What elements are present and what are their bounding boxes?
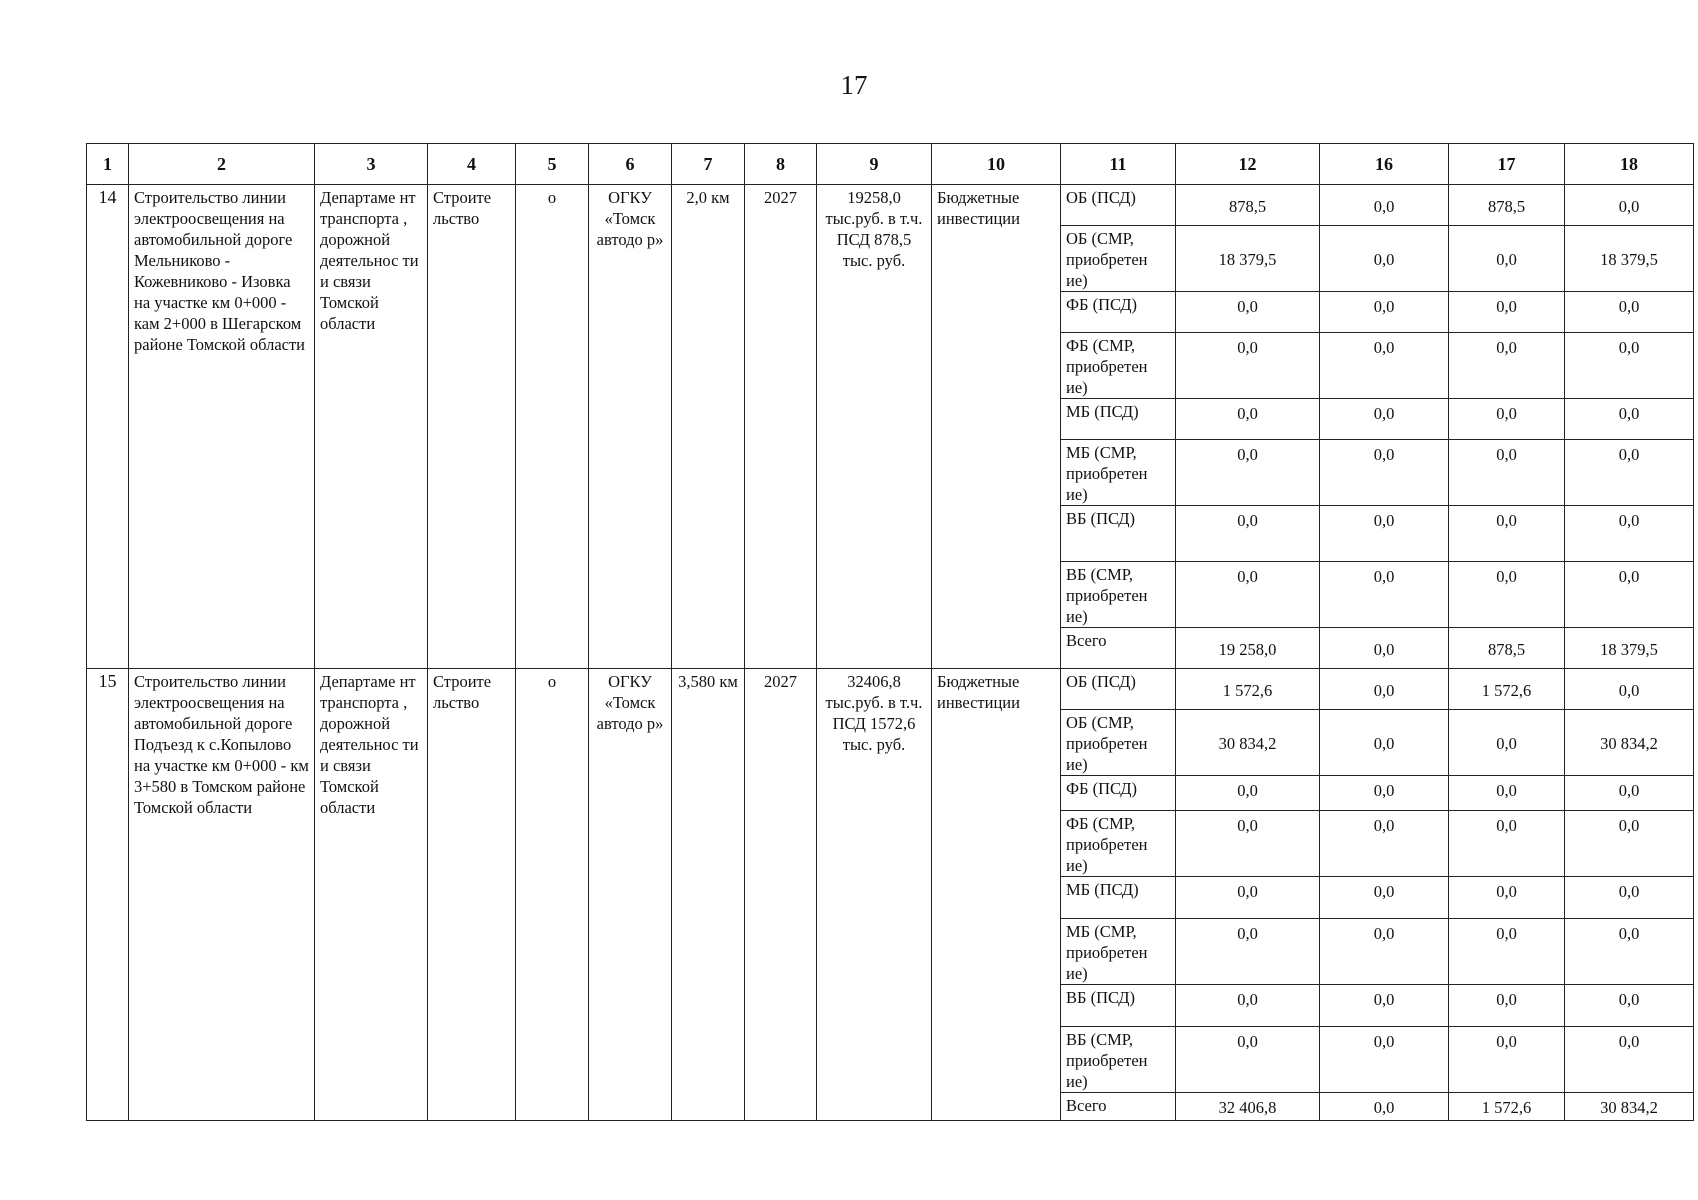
header-row bbox=[87, 144, 1694, 185]
amount-c16: 0,0 bbox=[1320, 333, 1449, 399]
finance-source: ФБ (СМР, приобретен ие) bbox=[1061, 333, 1176, 399]
amount-c18: 0,0 bbox=[1565, 562, 1694, 628]
amount-c16: 0,0 bbox=[1320, 877, 1449, 919]
amount-c12: 0,0 bbox=[1176, 985, 1320, 1027]
amount-c17: 1 572,6 bbox=[1449, 669, 1565, 710]
column-header: 16 bbox=[1320, 144, 1449, 185]
col5-value: о bbox=[516, 669, 589, 1121]
customer: ОГКУ «Томск автодо р» bbox=[589, 669, 672, 1121]
amount-c16: 0,0 bbox=[1320, 710, 1449, 776]
amount-c18: 0,0 bbox=[1565, 919, 1694, 985]
finance-source: ВБ (ПСД) bbox=[1061, 985, 1176, 1027]
total-cost: 32406,8 тыс.руб. в т.ч. ПСД 1572,6 тыс. руб. bbox=[817, 669, 932, 1121]
finance-source: ОБ (СМР, приобретен ие) bbox=[1061, 710, 1176, 776]
amount-c16: 0,0 bbox=[1320, 440, 1449, 506]
column-header: 5 bbox=[516, 144, 589, 185]
amount-c17: 0,0 bbox=[1449, 1027, 1565, 1093]
amount-c16: 0,0 bbox=[1320, 226, 1449, 292]
amount-c18: 18 379,5 bbox=[1565, 226, 1694, 292]
amount-c18: 0,0 bbox=[1565, 877, 1694, 919]
finance-source: МБ (ПСД) bbox=[1061, 399, 1176, 440]
amount-c16: 0,0 bbox=[1320, 292, 1449, 333]
finance-source: Всего bbox=[1061, 1093, 1176, 1121]
amount-c18: 30 834,2 bbox=[1565, 1093, 1694, 1121]
amount-c16: 0,0 bbox=[1320, 669, 1449, 710]
amount-c18: 18 379,5 bbox=[1565, 628, 1694, 669]
work-type: Строите льство bbox=[428, 669, 516, 1121]
finance-source: ФБ (СМР, приобретен ие) bbox=[1061, 811, 1176, 877]
amount-c18: 0,0 bbox=[1565, 292, 1694, 333]
amount-c12: 0,0 bbox=[1176, 333, 1320, 399]
amount-c16: 0,0 bbox=[1320, 562, 1449, 628]
year: 2027 bbox=[745, 669, 817, 1121]
amount-c12: 0,0 bbox=[1176, 919, 1320, 985]
column-header: 10 bbox=[932, 144, 1061, 185]
total-cost: 19258,0 тыс.руб. в т.ч. ПСД 878,5 тыс. руб. bbox=[817, 185, 932, 669]
finance-source: ОБ (ПСД) bbox=[1061, 669, 1176, 710]
amount-c12: 0,0 bbox=[1176, 811, 1320, 877]
finance-source: Всего bbox=[1061, 628, 1176, 669]
column-header: 4 bbox=[428, 144, 516, 185]
amount-c18: 0,0 bbox=[1565, 333, 1694, 399]
amount-c12: 0,0 bbox=[1176, 399, 1320, 440]
table-row bbox=[87, 669, 1694, 710]
amount-c17: 0,0 bbox=[1449, 333, 1565, 399]
object-name: Строительство линии электроосвещения на автомобильной дороге Подъезд к с.Копылово на участке км 0+000 - км 3+580 в Томском районе Томской области bbox=[129, 669, 315, 1121]
department: Департаме нт транспорта , дорожной деятельнос ти и связи Томской области bbox=[315, 669, 428, 1121]
amount-c12: 0,0 bbox=[1176, 562, 1320, 628]
amount-c16: 0,0 bbox=[1320, 919, 1449, 985]
amount-c16: 0,0 bbox=[1320, 985, 1449, 1027]
amount-c17: 0,0 bbox=[1449, 919, 1565, 985]
amount-c18: 0,0 bbox=[1565, 669, 1694, 710]
amount-c12: 18 379,5 bbox=[1176, 226, 1320, 292]
investment-type: Бюджетные инвестиции bbox=[932, 185, 1061, 669]
amount-c16: 0,0 bbox=[1320, 811, 1449, 877]
length: 2,0 км bbox=[672, 185, 745, 669]
amount-c18: 0,0 bbox=[1565, 185, 1694, 226]
amount-c12: 0,0 bbox=[1176, 1027, 1320, 1093]
column-header: 18 bbox=[1565, 144, 1694, 185]
investment-table bbox=[86, 143, 1694, 1121]
customer: ОГКУ «Томск автодо р» bbox=[589, 185, 672, 669]
amount-c17: 0,0 bbox=[1449, 710, 1565, 776]
length: 3,580 км bbox=[672, 669, 745, 1121]
table-row bbox=[87, 185, 1694, 226]
finance-source: ФБ (ПСД) bbox=[1061, 292, 1176, 333]
finance-source: МБ (СМР, приобретен ие) bbox=[1061, 440, 1176, 506]
amount-c16: 0,0 bbox=[1320, 776, 1449, 811]
finance-source: ВБ (СМР, приобретен ие) bbox=[1061, 562, 1176, 628]
amount-c18: 0,0 bbox=[1565, 985, 1694, 1027]
amount-c17: 0,0 bbox=[1449, 811, 1565, 877]
amount-c18: 0,0 bbox=[1565, 399, 1694, 440]
amount-c16: 0,0 bbox=[1320, 1027, 1449, 1093]
amount-c17: 0,0 bbox=[1449, 440, 1565, 506]
finance-source: ФБ (ПСД) bbox=[1061, 776, 1176, 811]
finance-source: ВБ (СМР, приобретен ие) bbox=[1061, 1027, 1176, 1093]
column-header: 3 bbox=[315, 144, 428, 185]
investment-type: Бюджетные инвестиции bbox=[932, 669, 1061, 1121]
amount-c17: 0,0 bbox=[1449, 399, 1565, 440]
amount-c17: 0,0 bbox=[1449, 506, 1565, 562]
work-type: Строите льство bbox=[428, 185, 516, 669]
column-header: 7 bbox=[672, 144, 745, 185]
amount-c18: 0,0 bbox=[1565, 440, 1694, 506]
department: Департаме нт транспорта , дорожной деятельнос ти и связи Томской области bbox=[315, 185, 428, 669]
finance-source: ВБ (ПСД) bbox=[1061, 506, 1176, 562]
amount-c12: 0,0 bbox=[1176, 292, 1320, 333]
page-number: 17 bbox=[840, 70, 868, 100]
amount-c18: 0,0 bbox=[1565, 811, 1694, 877]
finance-source: МБ (ПСД) bbox=[1061, 877, 1176, 919]
finance-source: ОБ (ПСД) bbox=[1061, 185, 1176, 226]
amount-c16: 0,0 bbox=[1320, 628, 1449, 669]
amount-c17: 0,0 bbox=[1449, 985, 1565, 1027]
column-header: 8 bbox=[745, 144, 817, 185]
amount-c18: 0,0 bbox=[1565, 776, 1694, 811]
column-header: 17 bbox=[1449, 144, 1565, 185]
amount-c17: 1 572,6 bbox=[1449, 1093, 1565, 1121]
year: 2027 bbox=[745, 185, 817, 669]
amount-c12: 878,5 bbox=[1176, 185, 1320, 226]
amount-c18: 0,0 bbox=[1565, 506, 1694, 562]
amount-c12: 32 406,8 bbox=[1176, 1093, 1320, 1121]
amount-c12: 19 258,0 bbox=[1176, 628, 1320, 669]
amount-c16: 0,0 bbox=[1320, 1093, 1449, 1121]
object-name: Строительство линии электроосвещения на автомобильной дороге Мельниково - Кожевниково - Изовка на участке км 0+000 - кам 2+000 в Шегарском районе Томской области bbox=[129, 185, 315, 669]
col5-value: о bbox=[516, 185, 589, 669]
column-header: 9 bbox=[817, 144, 932, 185]
amount-c16: 0,0 bbox=[1320, 399, 1449, 440]
column-header: 1 bbox=[87, 144, 129, 185]
amount-c17: 0,0 bbox=[1449, 776, 1565, 811]
column-header: 12 bbox=[1176, 144, 1320, 185]
amount-c17: 878,5 bbox=[1449, 628, 1565, 669]
column-header: 11 bbox=[1061, 144, 1176, 185]
finance-source: ОБ (СМР, приобретен ие) bbox=[1061, 226, 1176, 292]
amount-c16: 0,0 bbox=[1320, 185, 1449, 226]
amount-c12: 30 834,2 bbox=[1176, 710, 1320, 776]
column-header: 6 bbox=[589, 144, 672, 185]
amount-c17: 0,0 bbox=[1449, 562, 1565, 628]
amount-c16: 0,0 bbox=[1320, 506, 1449, 562]
amount-c17: 0,0 bbox=[1449, 877, 1565, 919]
amount-c12: 0,0 bbox=[1176, 506, 1320, 562]
column-header: 2 bbox=[129, 144, 315, 185]
amount-c18: 0,0 bbox=[1565, 1027, 1694, 1093]
amount-c17: 0,0 bbox=[1449, 292, 1565, 333]
finance-source: МБ (СМР, приобретен ие) bbox=[1061, 919, 1176, 985]
amount-c17: 0,0 bbox=[1449, 226, 1565, 292]
amount-c12: 0,0 bbox=[1176, 877, 1320, 919]
amount-c17: 878,5 bbox=[1449, 185, 1565, 226]
amount-c18: 30 834,2 bbox=[1565, 710, 1694, 776]
amount-c12: 0,0 bbox=[1176, 440, 1320, 506]
row-number: 14 bbox=[87, 185, 129, 669]
amount-c12: 0,0 bbox=[1176, 776, 1320, 811]
row-number: 15 bbox=[87, 669, 129, 1121]
amount-c12: 1 572,6 bbox=[1176, 669, 1320, 710]
